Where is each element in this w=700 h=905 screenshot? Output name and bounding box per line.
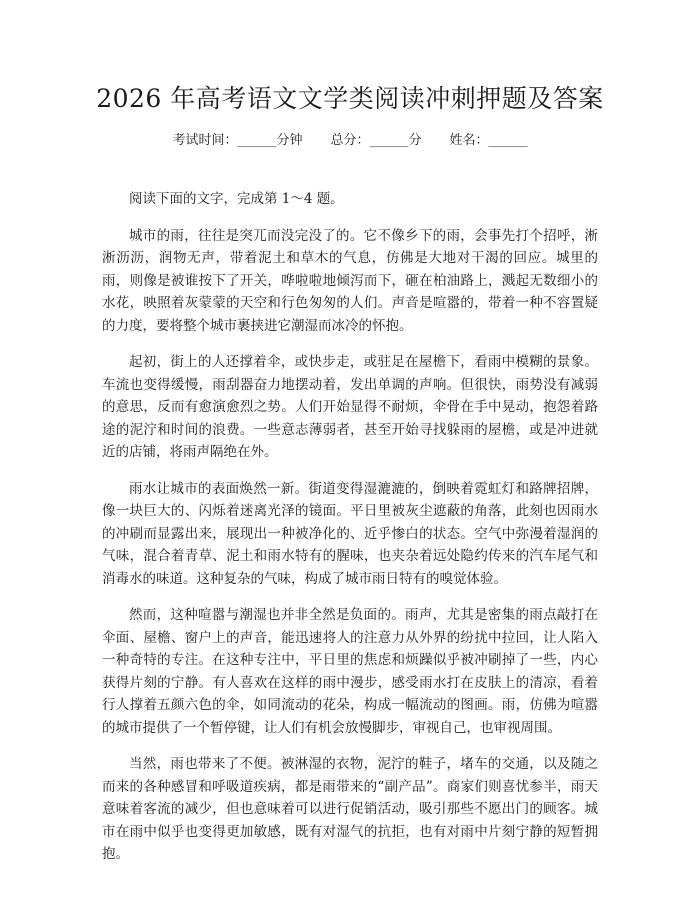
passage-paragraph-2: 起初，街上的人还撑着伞，或快步走，或驻足在屋檐下，看雨中模糊的景象。车流也变得缓慢，雨刮器奋力地摆动着，发出单调的声响。但很快，雨势没有减弱的意思，反而有愈演愈烈之势。人们开始显得不耐烦，伞骨在手中晃动，抱怨着路途的泥泞和时间的浪费。一些意志薄弱者，甚至开始寻找躲雨的屋檐，或是冲进就近的店铺，将雨声隔绝在外。 <box>102 354 598 460</box>
student-name-field: 姓名：______ <box>449 133 528 148</box>
total-score-field: 总分：______分 <box>330 133 422 148</box>
passage-paragraph-4: 然而，这种喧嚣与潮湿也并非全然是负面的。雨声，尤其是密集的雨点敲打在伞面、屋檐、窗户上的声音，能迅速将人的注意力从外界的纷扰中拉回，让人陷入一种奇特的专注。在这种专注中，平日里的焦虑和烦躁似乎被冲刷掉了一些，内心获得片刻的宁静。有人喜欢在这样的雨中漫步，感受雨水打在皮肤上的清凉，看着行人撑着五颜六色的伞，如同流动的花朵，构成一幅流动的图画。雨，仿佛为喧嚣的城市提供了一个暂停键，让人们有机会放慢脚步，审视自己，也审视周围。 <box>102 607 598 736</box>
exam-meta-line <box>0 131 700 151</box>
passage-paragraph-5: 当然，雨也带来了不便。被淋湿的衣物，泥泞的鞋子，堵车的交通，以及随之而来的各种感冒和呼吸道疾病，都是雨带来的“副产品”。商家们则喜忧参半，雨天意味着客流的减少，但也意味着可以进行促销活动，吸引那些不愿出门的顾客。城市在雨中似乎也变得更加敏感，既有对湿气的抗拒，也有对雨中片刻宁静的短暂拥抱。 <box>102 756 598 862</box>
passage-paragraph-1: 城市的雨，往往是突兀而没完没了的。它不像乡下的雨，会事先打个招呼，淅淅沥沥，润物无声，带着泥土和草木的气息，仿佛是大地对干渴的回应。城里的雨，则像是被谁按下了开关，哗啦啦地倾泻而下，砸在柏油路上，溅起无数细小的水花，映照着灰蒙蒙的天空和行色匆匆的人们。声音是喧嚣的，带着一种不容置疑的力度，要将整个城市裹挟进它潮湿而冰冷的怀抱。 <box>102 227 598 334</box>
reading-passage <box>102 188 598 880</box>
exam-time-field: 考试时间：______分钟 <box>172 133 303 148</box>
passage-paragraph-3: 雨水让城市的表面焕然一新。街道变得湿漉漉的，倒映着霓虹灯和路牌招牌，像一块巨大的、闪烁着迷离光泽的镜面。平日里被灰尘遮蔽的角落，此刻也因雨水的冲刷而显露出来，展现出一种被净化的、近乎惨白的状态。空气中弥漫着湿润的气味，混合着青草、泥土和雨水特有的腥味，也夹杂着远处隐约传来的汽车尾气和消毒水的味道。这种复杂的气味，构成了城市雨日特有的嗅觉体验。 <box>102 480 598 587</box>
document-title: 2026 年高考语文文学类阅读冲刺押题及答案 <box>96 84 604 113</box>
reading-instruction: 阅读下面的文字，完成第 1～4 题。 <box>129 191 344 207</box>
